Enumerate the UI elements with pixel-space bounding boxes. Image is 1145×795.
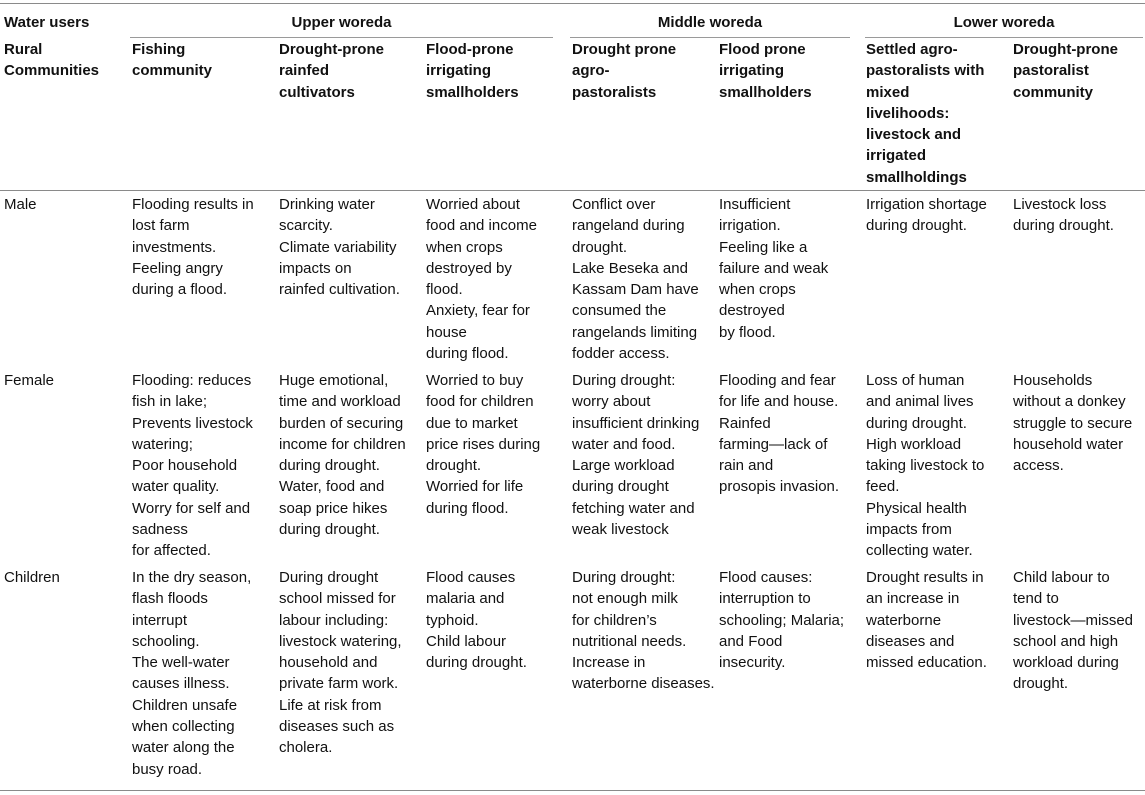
table-top-rule: [0, 3, 1145, 4]
table-cell: During drought school missed for labour including: livestock watering, household and private farm work. Life at risk from diseases such as cholera.: [279, 569, 402, 757]
rural-communities-header: Rural Communities: [4, 41, 100, 80]
table-cell: Flood causes malaria and typhoid. Child labour during drought.: [426, 569, 527, 672]
table-cell: Flooding results in lost farm investments. Feeling angry during a flood.: [132, 196, 254, 299]
column-header-flood-prone-irrigating-smallholders-upper: Flood-prone irrigating smallholders: [426, 41, 519, 101]
table-cell: Loss of human and animal lives during drought. High workload taking livestock to feed. Physical health impacts from collecting water.: [866, 372, 985, 560]
table-cell: Irrigation shortage during drought.: [866, 196, 987, 235]
table-cell: Insufficient irrigation. Feeling like a failure and weak when crops destroyed by flood.: [719, 196, 829, 341]
table-cell: Drought results in an increase in waterborne diseases and missed education.: [866, 569, 987, 672]
column-header-settled-agro-pastoralists: Settled agro- pastoralists with mixed livelihoods: livestock and irrigated smallholdings: [866, 41, 985, 186]
table-bottom-rule: [0, 790, 1145, 791]
column-header-drought-prone-agro-pastoralists: Drought prone agro- pastoralists: [572, 41, 677, 101]
column-header-fishing-community: Fishing community: [132, 41, 213, 80]
column-header-flood-prone-irrigating-smallholders-middle: Flood prone irrigating smallholders: [719, 41, 812, 101]
column-header-drought-prone-pastoralist-community: Drought-prone pastoralist community: [1013, 41, 1118, 101]
row-label-male: Male: [4, 196, 37, 213]
table-cell: Flood causes: interruption to schooling; Malaria; and Food insecurity.: [719, 569, 845, 672]
table-cell: In the dry season, flash floods interrupt schooling. The well-water causes illness. Children unsafe when collecting water along the busy road.: [132, 569, 252, 778]
upper-woreda-underline: [130, 37, 553, 38]
header-bottom-rule: [0, 190, 1145, 191]
table-cell: Drinking water scarcity. Climate variability impacts on rainfed cultivation.: [279, 196, 400, 299]
group-header-lower: Lower woreda: [953, 14, 1055, 31]
row-label-children: Children: [4, 569, 60, 586]
table-cell: During drought: worry about insufficient drinking water and food. Large workload during drought fetching water and weak livestock: [572, 372, 700, 539]
table-cell: Flooding and fear for life and house. Rainfed farming—lack of rain and prosopis invasion.: [719, 372, 840, 496]
column-header-drought-prone-rainfed-cultivators: Drought-prone rainfed cultivators: [279, 41, 384, 101]
table-cell: Huge emotional, time and workload burden of securing income for children during drought. Water, food and soap price hikes during drought.: [279, 372, 406, 539]
table-cell: Worried to buy food for children due to market price rises during drought. Worried for life during flood.: [426, 372, 541, 517]
table-cell: Households without a donkey struggle to secure household water access.: [1013, 372, 1133, 475]
row-label-female: Female: [4, 372, 55, 389]
group-header-middle: Middle woreda: [657, 14, 763, 31]
group-header-upper: Upper woreda: [291, 14, 392, 31]
water-users-header: Water users: [4, 14, 90, 31]
table-cell: Livestock loss during drought.: [1013, 196, 1114, 235]
middle-woreda-underline: [570, 37, 850, 38]
table-cell: Child labour to tend to livestock—missed school and high workload during drought.: [1013, 569, 1134, 693]
table-cell: Worried about food and income when crops destroyed by flood. Anxiety, fear for house during flood.: [426, 196, 537, 363]
table-cell: During drought: not enough milk for children’s nutritional needs. Increase in waterborne diseases.: [572, 569, 715, 693]
table-cell: Flooding: reduces fish in lake; Prevents livestock watering; Poor household water quality. Worry for self and sadness for affected.: [132, 372, 253, 560]
table-cell: Conflict over rangeland during drought. Lake Beseka and Kassam Dam have consumed the rangelands limiting fodder access.: [572, 196, 699, 363]
lower-woreda-underline: [865, 37, 1143, 38]
